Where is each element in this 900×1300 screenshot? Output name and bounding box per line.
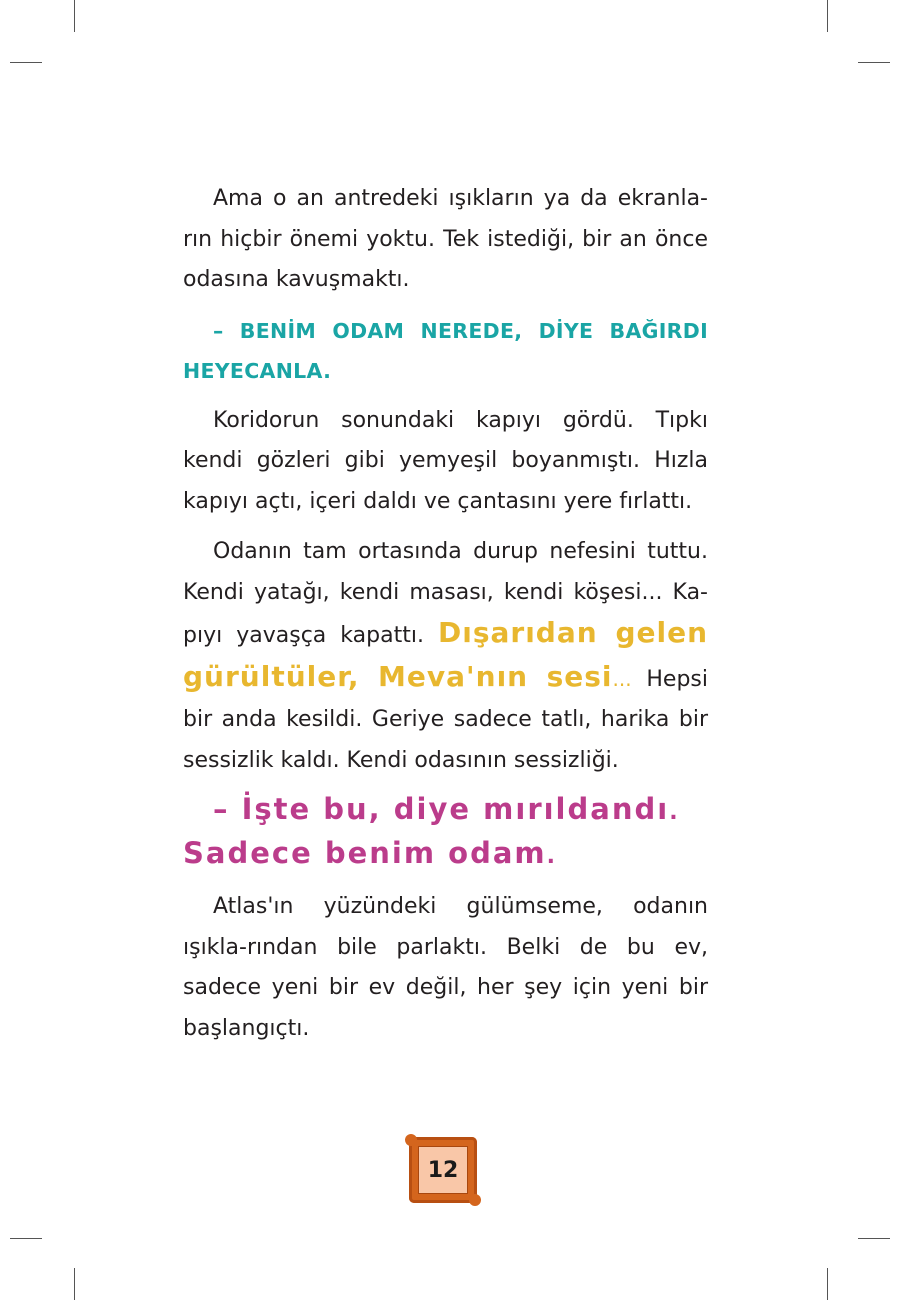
- crop-mark-right-bottom: [858, 1238, 890, 1239]
- dialogue-shout-text: – BENİM ODAM NEREDE, DİYE BAĞIRDI HEYECANLA.: [183, 318, 708, 383]
- paragraph-3: [183, 532, 708, 781]
- paragraph-3-highlight: Dışarıdan gelen gürültüler, Meva'nın sesi: [183, 616, 708, 693]
- paragraph-3-end: Hepsi bir anda kesildi. Geriye sadece tatlı, harika bir sessizlik kaldı. Kendi odasının sessizliği.: [183, 666, 708, 773]
- crop-mark-left-bottom: [10, 1238, 42, 1239]
- crop-mark-bottom-left: [74, 1268, 75, 1300]
- crop-mark-top-left: [74, 0, 75, 32]
- paragraph-4-text: Atlas'ın yüzündeki gülümseme, odanın ışıkla-rından bile parlaktı. Belki de bu ev, sadece yeni bir ev değil, her şey için yeni bir başlangıçtı.: [183, 894, 708, 1041]
- dialogue-murmur: [183, 789, 708, 877]
- dialogue-shout: [183, 311, 708, 391]
- dialogue-murmur-dot2: .: [546, 844, 555, 869]
- dialogue-murmur-dot1: .: [669, 800, 678, 825]
- paragraph-4: [183, 887, 708, 1049]
- crop-mark-top-right: [827, 0, 828, 32]
- dialogue-murmur-line2: Sadece benim odam: [183, 836, 547, 870]
- paragraph-3-ellipsis: ...: [612, 666, 632, 691]
- paragraph-1: [183, 179, 708, 301]
- crop-mark-right-top: [858, 62, 890, 63]
- crop-mark-bottom-right: [827, 1268, 828, 1300]
- paragraph-2: [183, 401, 708, 523]
- paragraph-1-text: Ama o an antredeki ışıkların ya da ekranla-rın hiçbir önemi yoktu. Tek istediği, bir an önce odasına kavuşmaktı.: [183, 186, 708, 292]
- dialogue-murmur-line1: – İşte bu, diye mırıldandı: [213, 792, 670, 826]
- story-text: [183, 179, 708, 1049]
- paragraph-2-text: Koridorun sonundaki kapıyı gördü. Tıpkı kendi gözleri gibi yemyeşil boyanmıştı. Hızla kapıyı açtı, içeri daldı ve çantasını yere fırlattı.: [183, 407, 708, 514]
- paragraph-3-start: Odanın tam ortasında durup nefesini tuttu. Kendi yatağı, kendi masası, kendi köşesi... Ka-pıyı yavaşça kapattı.: [183, 539, 708, 648]
- page-number: 12: [418, 1146, 468, 1194]
- page-number-frame: [409, 1137, 477, 1203]
- crop-mark-left-top: [10, 62, 42, 63]
